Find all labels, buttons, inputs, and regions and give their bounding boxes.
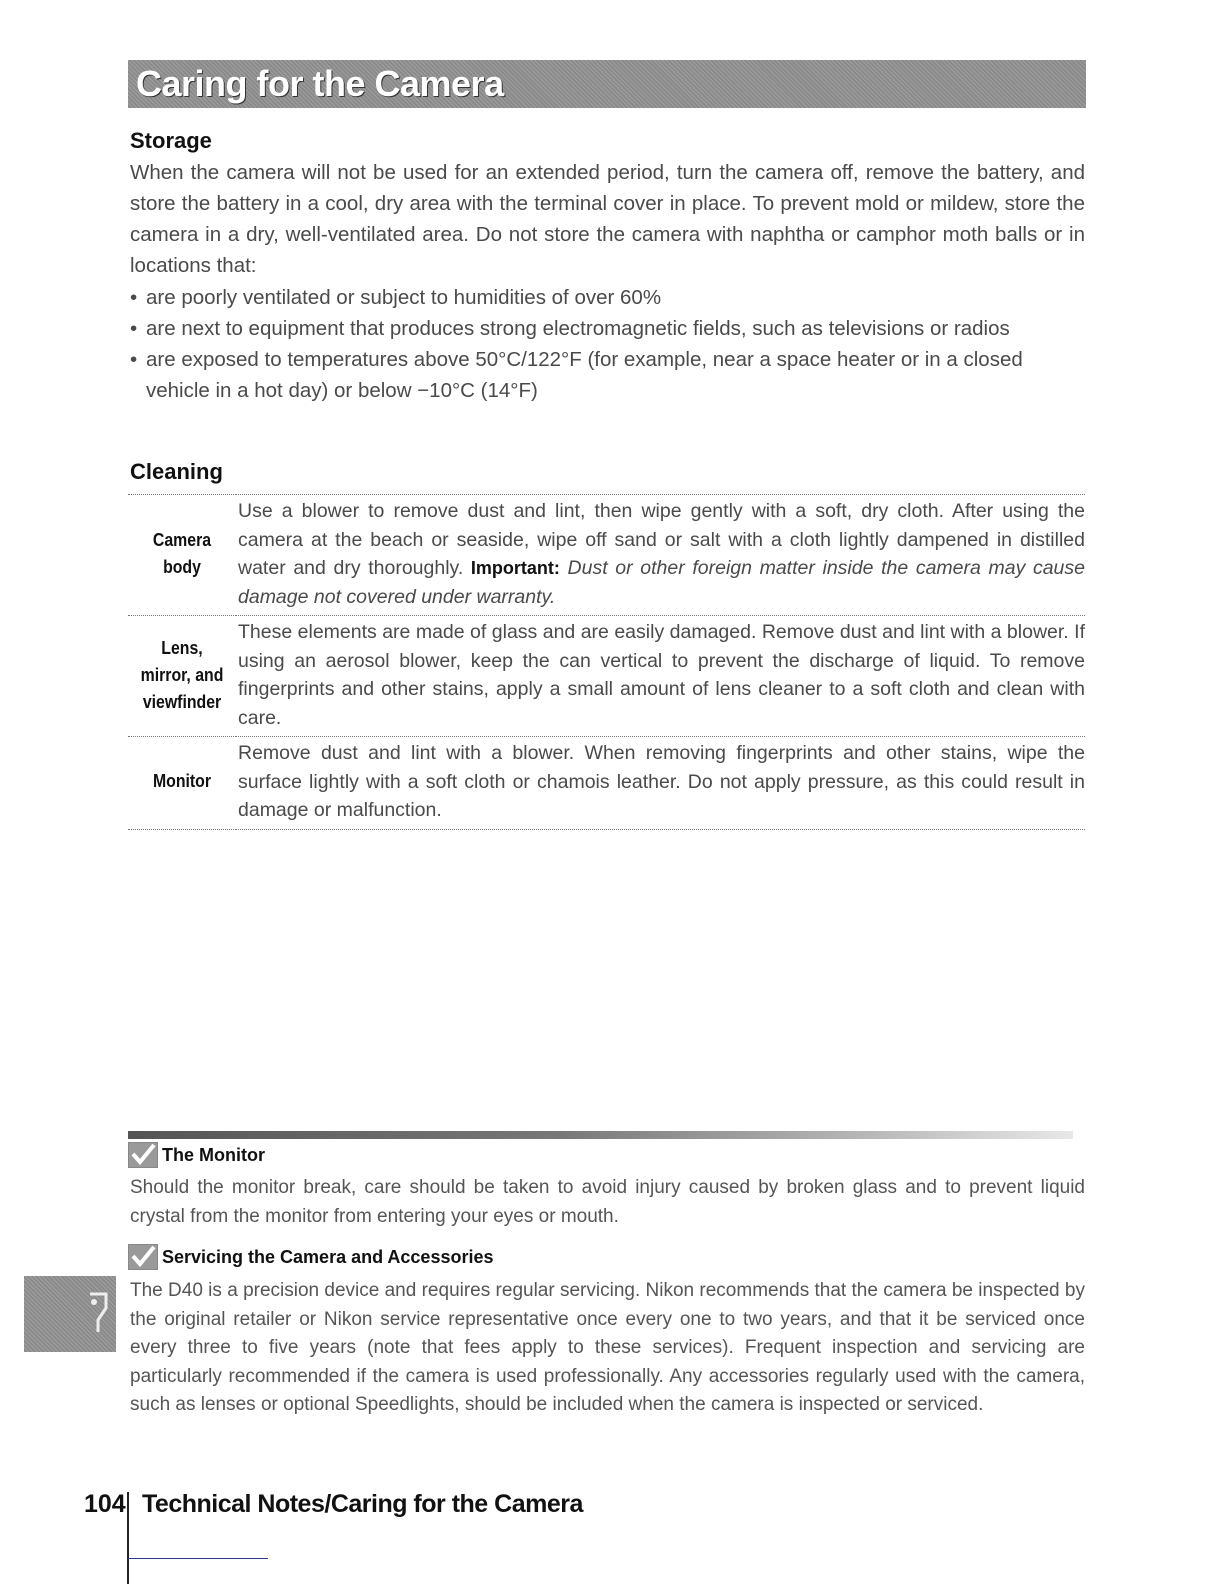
cleaning-heading: Cleaning <box>130 459 223 484</box>
storage-bullet-list <box>130 282 1085 406</box>
list-item: • are poorly ventilated or subject to humidities of over 60% <box>130 282 1085 313</box>
checkmark-note-icon <box>128 1142 158 1168</box>
notes-separator <box>128 1131 1073 1139</box>
storage-heading: Storage <box>130 128 212 153</box>
cleaning-table <box>128 494 1085 830</box>
row-label: Camera body <box>134 495 229 616</box>
footer-section-title: Technical Notes/Caring for the Camera <box>142 1490 583 1518</box>
note-title: Servicing the Camera and Accessories <box>162 1246 494 1267</box>
table-row <box>128 495 1085 616</box>
page-number: 104 <box>84 1490 126 1518</box>
bullet-icon: • <box>130 317 138 340</box>
note-text: Should the monitor break, care should be taken to avoid injury caused by broken glass and to prevent liquid crystal from the monitor from entering your eyes or mouth. <box>130 1177 1085 1227</box>
section-title-bar <box>128 60 1086 108</box>
table-row <box>128 737 1085 830</box>
note-title: The Monitor <box>162 1144 265 1165</box>
important-text: Dust or other foreign matter inside the camera may cause damage not covered under warranty. <box>238 557 1085 608</box>
row-text: These elements are made of glass and are easily damaged. Remove dust and lint with a blower. If using an aerosol blower, keep the can vertical to prevent the discharge of liquid. To remove fingerprints and other stains, apply a small amount of lens cleaner to a soft cloth and clean with care. <box>236 616 1085 737</box>
list-item: • are next to equipment that produces strong electromagnetic fields, such as televisions or radios <box>130 313 1085 344</box>
row-text: Use a blower to remove dust and lint, then wipe gently with a soft, dry cloth. After using the camera at the beach or seaside, wipe off sand or salt with a cloth lightly dampened in distilled water and dry thoroughly. Important: Dust or other foreign matter inside the camera may cause damage not covered under warranty. <box>236 495 1085 616</box>
storage-intro: When the camera will not be used for an extended period, turn the camera off, remove the battery, and store the battery in a cool, dry area with the terminal cover in place. To prevent mold or mildew, store the camera in a dry, well-ventilated area. Do not store the camera with naphtha or camphor moth balls or in locations that: <box>130 161 1085 277</box>
row-label: Lens, mirror, and viewfinder <box>134 616 229 737</box>
footer-underline <box>128 1558 268 1559</box>
note-text: The D40 is a precision device and requires regular servicing. Nikon recommends that the camera be inspected by the original retailer or Nikon service representative once every one to two years, and that it be serviced once every three to five years (note that fees apply to these services). Frequent inspection and servicing are particularly recommended if the camera is used professionally. Any accessories regularly used with the camera, such as lenses or optional Speedlights, should be included when the camera is inspected or serviced. <box>130 1280 1085 1415</box>
footer-divider <box>127 1492 129 1584</box>
technical-notes-icon <box>84 1290 112 1336</box>
important-label: Important: <box>470 558 560 578</box>
checkmark-note-icon <box>128 1244 158 1270</box>
note-heading-monitor <box>128 1142 265 1168</box>
chapter-tab <box>24 1276 116 1352</box>
row-text: Remove dust and lint with a blower. When removing fingerprints and other stains, wipe the surface lightly with a soft cloth or chamois leather. Do not apply pressure, as this could result in damage or malfunction. <box>236 737 1085 830</box>
bullet-icon: • <box>130 348 138 371</box>
table-row <box>128 616 1085 737</box>
note-heading-servicing <box>128 1244 494 1270</box>
list-item: • are exposed to temperatures above 50°C/122°F (for example, near a space heater or in a closed vehicle in a hot day) or below −10°C (14°F) <box>130 344 1085 406</box>
row-label: Monitor <box>134 737 229 830</box>
page-title: Caring for the Camera <box>136 63 504 104</box>
bullet-icon: • <box>130 286 138 309</box>
